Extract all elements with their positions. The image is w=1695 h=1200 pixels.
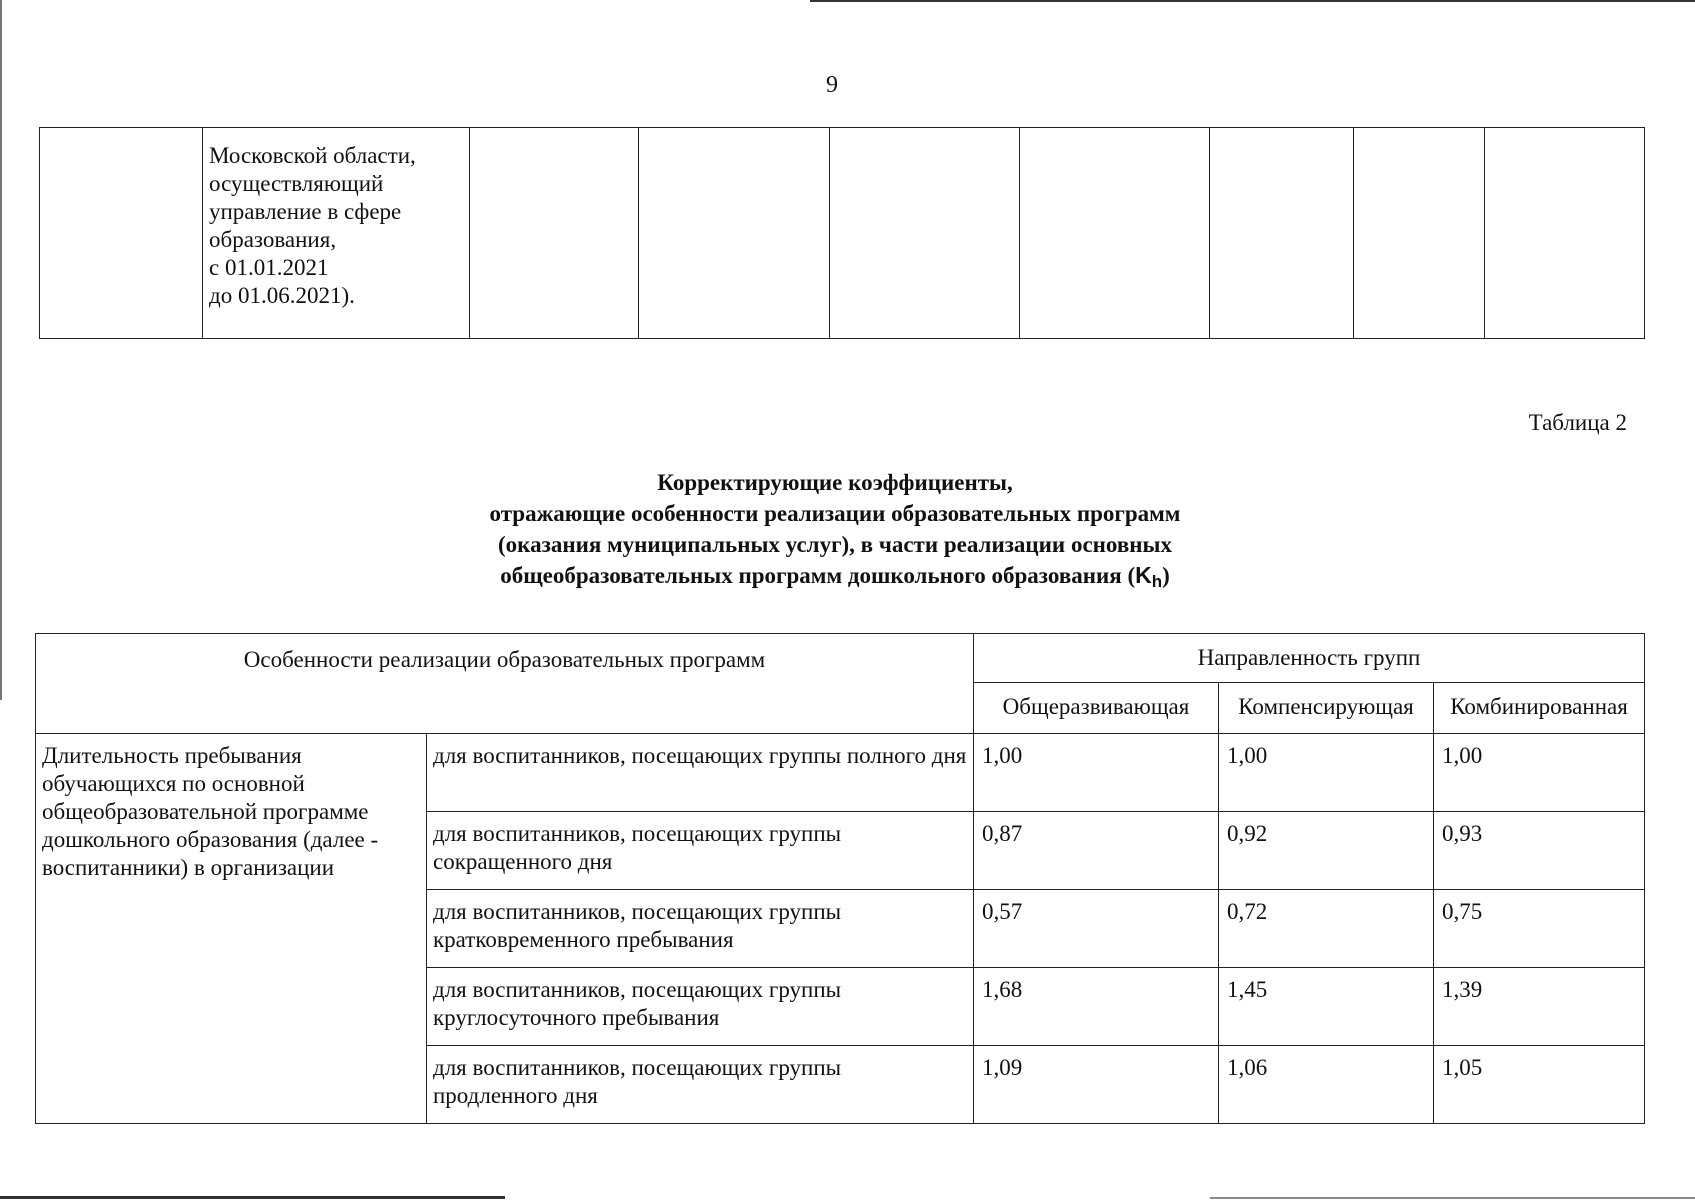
header-row bbox=[36, 634, 1645, 683]
value-cell: 1,06 bbox=[1219, 1046, 1434, 1124]
caption-line: (оказания муниципальных услуг), в части реализации основных bbox=[498, 532, 1172, 557]
continuation-table bbox=[39, 127, 1645, 339]
text-line: управление в сфере bbox=[209, 199, 402, 224]
empty-cell bbox=[1354, 128, 1485, 339]
text-line: Московской области, bbox=[209, 143, 416, 168]
value-cell: 0,57 bbox=[974, 890, 1219, 968]
scan-edge-top bbox=[810, 0, 1695, 2]
coefficient-subscript: h bbox=[1151, 572, 1163, 591]
header-features: Особенности реализации образовательных программ bbox=[36, 634, 974, 734]
category-cell: Длительность пребывания обучающихся по основной общеобразовательной программе дошкольного образования (далее - воспитанники) в организации bbox=[36, 734, 427, 1124]
row-label: для воспитанников, посещающих группы сокращенного дня bbox=[427, 812, 974, 890]
row-label: для воспитанников, посещающих группы полного дня bbox=[427, 734, 974, 812]
table-label: Таблица 2 bbox=[1528, 410, 1627, 435]
value-cell: 1,00 bbox=[1219, 734, 1434, 812]
column-header: Компенсирующая bbox=[1219, 683, 1434, 734]
empty-cell bbox=[830, 128, 1020, 339]
caption-text: ) bbox=[1162, 563, 1170, 588]
caption-line: Корректирующие коэффициенты, bbox=[657, 470, 1013, 495]
value-cell: 0,93 bbox=[1434, 812, 1645, 890]
organization-text-cell bbox=[203, 128, 470, 339]
text-line: до 01.06.2021). bbox=[209, 283, 355, 308]
value-cell: 0,72 bbox=[1219, 890, 1434, 968]
scan-edge-left bbox=[0, 0, 2, 700]
caption-text: общеобразовательных программ дошкольного образования ( bbox=[500, 563, 1136, 588]
value-cell: 1,05 bbox=[1434, 1046, 1645, 1124]
value-cell: 1,45 bbox=[1219, 968, 1434, 1046]
empty-cell bbox=[1485, 128, 1645, 339]
value-cell: 0,75 bbox=[1434, 890, 1645, 968]
empty-cell bbox=[1210, 128, 1354, 339]
empty-cell bbox=[1020, 128, 1210, 339]
table-row bbox=[40, 128, 1645, 339]
empty-cell bbox=[470, 128, 639, 339]
coefficients-table bbox=[35, 633, 1645, 1124]
value-cell: 0,92 bbox=[1219, 812, 1434, 890]
text-line: осуществляющий bbox=[209, 171, 384, 196]
row-label: для воспитанников, посещающих группы кратковременного пребывания bbox=[427, 890, 974, 968]
value-cell: 1,09 bbox=[974, 1046, 1219, 1124]
value-cell: 1,00 bbox=[1434, 734, 1645, 812]
value-cell: 1,68 bbox=[974, 968, 1219, 1046]
page-number: 9 bbox=[826, 72, 838, 98]
column-header: Комбинированная bbox=[1434, 683, 1645, 734]
scan-edge-bottom-right bbox=[1210, 1197, 1695, 1199]
value-cell: 0,87 bbox=[974, 812, 1219, 890]
table-row bbox=[36, 734, 1645, 812]
value-cell: 1,00 bbox=[974, 734, 1219, 812]
empty-cell bbox=[40, 128, 203, 339]
caption-line: отражающие особенности реализации образовательных программ bbox=[489, 501, 1181, 526]
row-label: для воспитанников, посещающих группы круглосуточного пребывания bbox=[427, 968, 974, 1046]
column-header: Общеразвивающая bbox=[974, 683, 1219, 734]
table-caption bbox=[300, 467, 1370, 597]
row-label: для воспитанников, посещающих группы продленного дня bbox=[427, 1046, 974, 1124]
value-cell: 1,39 bbox=[1434, 968, 1645, 1046]
caption-line bbox=[300, 560, 1370, 597]
scan-edge-bottom bbox=[0, 1196, 505, 1199]
text-line: с 01.01.2021 bbox=[209, 255, 329, 280]
coefficient-symbol: K bbox=[1135, 562, 1152, 588]
header-direction: Направленность групп bbox=[974, 634, 1645, 683]
text-line: образования, bbox=[209, 227, 337, 252]
empty-cell bbox=[639, 128, 830, 339]
